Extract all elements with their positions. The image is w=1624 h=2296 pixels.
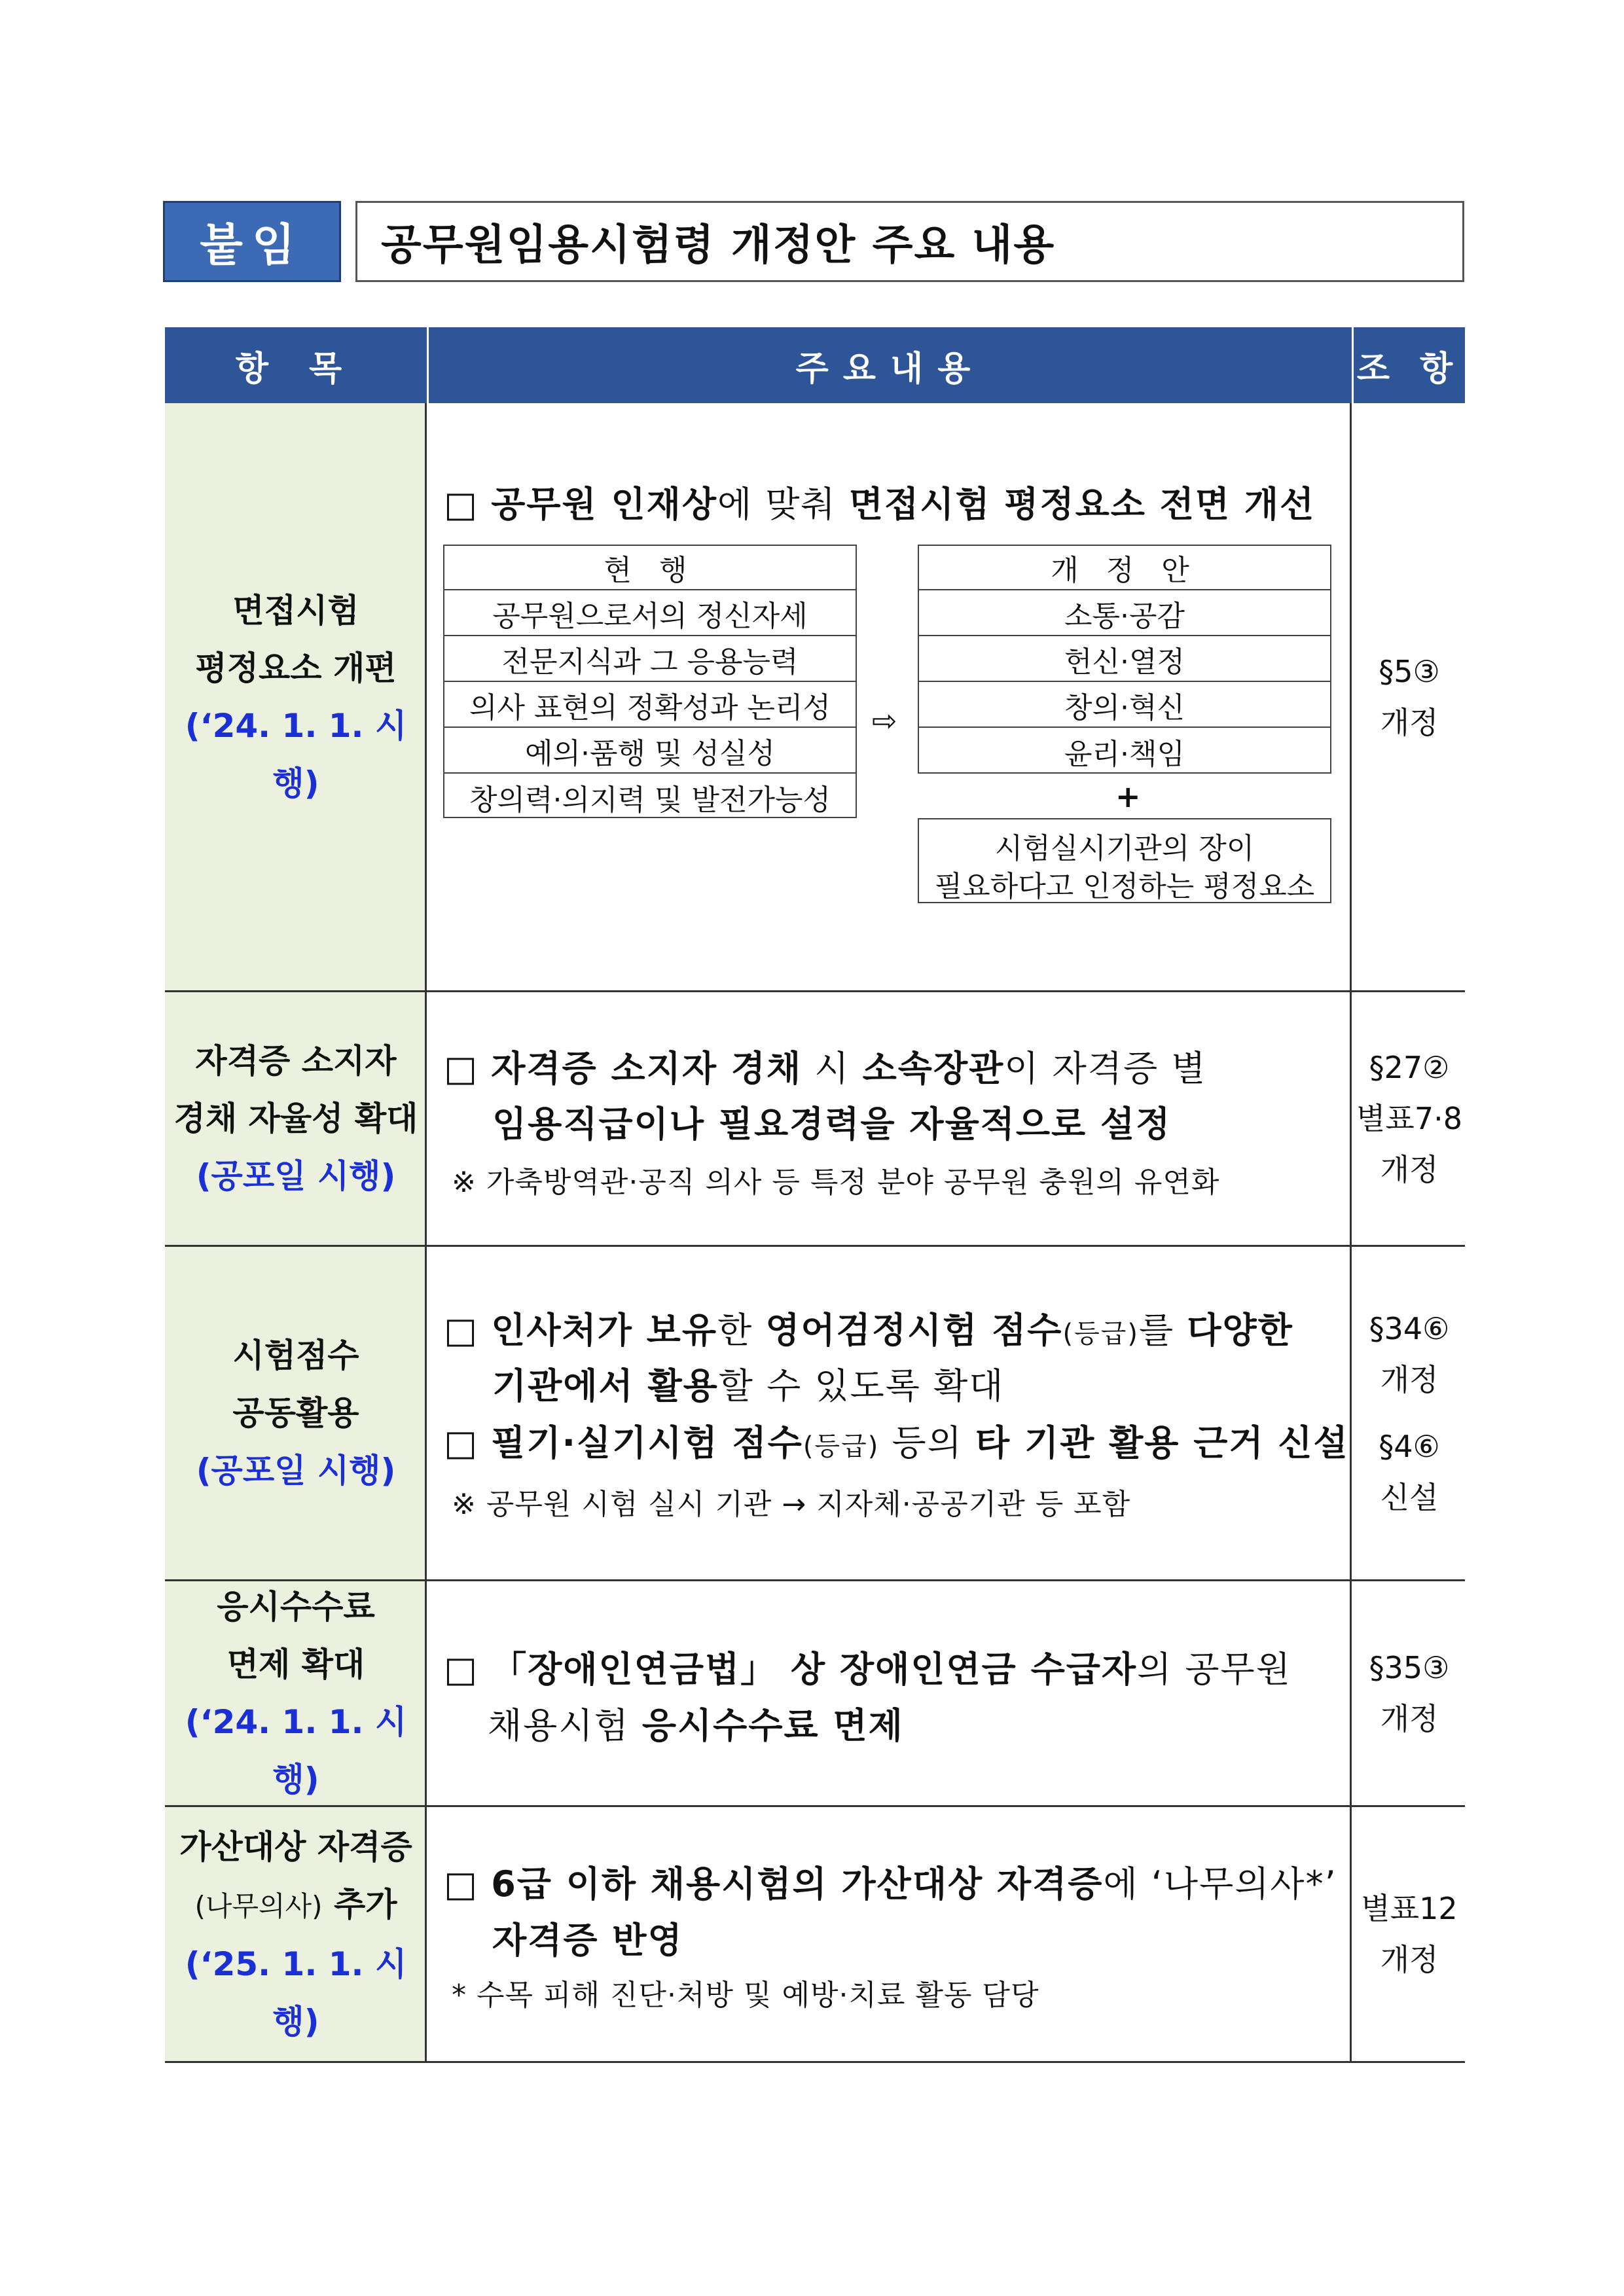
row-3-ref-2: 개정 [1380, 1362, 1439, 1397]
row-5-line-2 [492, 1912, 683, 1963]
row-3-item-line-1: 시험점수 [232, 1336, 359, 1374]
text-segment: 다양한 [1187, 1310, 1293, 1351]
row-3-effective-date: (공포일 시행) [196, 1452, 396, 1490]
row-2-ref-2: 별표7·8 [1356, 1101, 1463, 1136]
row-2-ref-3: 개정 [1380, 1152, 1439, 1187]
comparison-table-cell: 전문지식과 그 응용능력 [444, 637, 856, 682]
text-segment: 필기·실기시험 점수 [491, 1422, 803, 1463]
text-segment: 공무원 인재상 [491, 484, 717, 525]
checkbox-icon: □ [444, 1048, 479, 1089]
row-2-line-1 [444, 1041, 1206, 1091]
text-segment: (등급) [1062, 1319, 1139, 1349]
table-bottom-border [165, 2061, 1465, 2063]
text-segment: 자격증 반영 [492, 1920, 683, 1961]
additional-criteria-box [918, 818, 1331, 903]
checkbox-icon: □ [444, 1310, 479, 1351]
row-4-item-line-2: 면제 확대 [226, 1645, 365, 1683]
row-2-reference-cell [1354, 992, 1465, 1245]
text-segment: 채용시험 [488, 1705, 642, 1746]
row-3-line-3 [444, 1415, 1349, 1465]
row-4-ref-1: §35③ [1369, 1650, 1450, 1685]
row-2-note: ※ 가축방역관·공직 의사 등 특정 분야 공무원 충원의 유연화 [452, 1166, 1220, 1199]
column-divider [1350, 403, 1352, 2063]
row-2-item-line-1: 자격증 소지자 [195, 1042, 397, 1080]
arrow-right-icon: ⇨ [872, 703, 897, 738]
row-3-ref-4: 신설 [1380, 1480, 1439, 1515]
text-segment: 에 맞춰 [717, 484, 849, 525]
row-3-item-line-2: 공동활용 [232, 1394, 359, 1432]
text-segment: (등급) [803, 1431, 880, 1462]
segment-list [491, 1649, 1291, 1690]
checkbox-icon: □ [444, 1422, 479, 1463]
row-4-line-2 [488, 1698, 904, 1748]
row-1-item-cell [165, 403, 427, 990]
row-4-reference-cell [1354, 1581, 1465, 1805]
text-segment: 6급 이하 채용시험의 가산대상 자격증 [491, 1863, 1104, 1905]
row-5-item-cell [165, 1807, 427, 2061]
comparison-table-header: 개 정 안 [919, 546, 1330, 590]
row-5-item-line-2 [194, 1876, 397, 1935]
row-2-item-cell [165, 992, 427, 1245]
row-2-effective-date: (공포일 시행) [196, 1157, 396, 1195]
segment-list [491, 1048, 1206, 1089]
text-segment: 시 [802, 1048, 863, 1089]
segment-list [491, 1310, 1293, 1351]
checkbox-icon: □ [444, 1863, 479, 1905]
row-1-ref-2: 개정 [1380, 704, 1439, 740]
row-4-effective-date: (‘24. 1. 1. 시행) [185, 1703, 407, 1799]
comparison-table-cell: 소통·공감 [919, 592, 1330, 636]
header-divider [427, 327, 429, 403]
row-4-line-1 [444, 1641, 1291, 1692]
row-5-item-suffix: 추가 [333, 1885, 397, 1924]
row-2-ref-1: §27② [1369, 1050, 1450, 1085]
additional-criteria-line-1: 시험실시기관의 장이 [994, 832, 1255, 865]
segment-list [492, 1365, 1004, 1407]
comparison-table-cell: 의사 표현의 정확성과 논리성 [444, 683, 856, 728]
row-5-item-line-1: 가산대상 자격증 [179, 1827, 412, 1866]
checkbox-icon: □ [444, 484, 479, 525]
text-segment: 기관에서 활용 [492, 1365, 719, 1407]
additional-criteria-line-2: 필요하다고 인정하는 평정요소 [934, 870, 1315, 903]
comparison-table-cell: 공무원으로서의 정신자세 [444, 592, 856, 636]
comparison-table-cell: 윤리·책임 [1064, 738, 1185, 771]
row-4-ref-2: 개정 [1380, 1701, 1439, 1736]
column-header-reference: 조 항 [1354, 327, 1465, 403]
row-1-item-line-1: 면접시험 [232, 591, 359, 630]
row-3-note: ※ 공무원 시험 실시 기관 → 지자체·공공기관 등 포함 [452, 1488, 1131, 1521]
row-3-line-2 [492, 1358, 1004, 1408]
segment-list [492, 1920, 683, 1961]
segment-list [491, 1863, 1337, 1905]
text-segment: 타 기관 활용 근거 신설 [975, 1422, 1349, 1463]
segment-list [492, 1103, 1171, 1145]
row-2-item-line-2: 경채 자율성 확대 [173, 1100, 418, 1138]
comparison-table-cell: 헌신·열정 [919, 637, 1330, 682]
row-4-item-line-1: 응시수수료 [217, 1588, 375, 1626]
text-segment: 면접시험 평정요소 전면 개선 [848, 484, 1316, 525]
row-3-item-cell [165, 1247, 427, 1579]
row-3-ref-1: §34⑥ [1369, 1311, 1450, 1346]
plus-icon: + [1115, 779, 1141, 814]
row-3-line-1 [444, 1302, 1293, 1353]
text-segment: 할 수 있도록 확대 [718, 1365, 1005, 1407]
segment-list [491, 1422, 1348, 1463]
proposed-criteria-table [918, 545, 1331, 774]
row-1-reference-cell [1354, 403, 1465, 990]
segment-list [491, 484, 1315, 525]
page-title: 공무원임용시험령 개정안 주요 내용 [355, 201, 1464, 282]
text-segment: 이 자격증 별 [1004, 1048, 1207, 1089]
row-5-line-1 [444, 1856, 1337, 1907]
text-segment: 를 [1138, 1310, 1187, 1351]
segment-list [488, 1705, 904, 1746]
checkbox-icon: □ [444, 1649, 479, 1690]
attachment-badge: 붙임 [163, 201, 341, 282]
text-segment: 에 ‘나무의사*’ [1103, 1863, 1337, 1905]
comparison-table-header: 현 행 [444, 546, 856, 590]
row-1-effective-date: (‘24. 1. 1. 시행) [185, 706, 407, 802]
text-segment: 「장애인연금법」 상 장애인연금 수급자 [491, 1649, 1138, 1690]
text-segment: 한 [717, 1310, 766, 1351]
row-2-line-2 [492, 1096, 1171, 1147]
text-segment: 자격증 소지자 경채 [491, 1048, 803, 1089]
text-segment: 영어검정시험 점수 [765, 1310, 1063, 1351]
text-segment: 의 공무원 [1137, 1649, 1291, 1690]
current-criteria-table [443, 545, 857, 818]
text-segment: 임용직급이나 필요경력을 자율적으로 설정 [492, 1103, 1172, 1145]
column-header-item: 항 목 [165, 327, 427, 403]
row-1-item-line-2: 평정요소 개편 [195, 649, 397, 687]
text-segment: 소속장관 [862, 1048, 1005, 1089]
row-5-note: * 수목 피해 진단·처방 및 예방·치료 활동 담당 [452, 1979, 1039, 2012]
row-1-ref-1: §5③ [1379, 653, 1440, 689]
column-header-content: 주요내용 [429, 327, 1352, 403]
comparison-table-cell: 창의·혁신 [919, 683, 1330, 728]
header-divider [1352, 327, 1354, 403]
comparison-table-cell: 창의력·의지력 및 발전가능성 [469, 783, 831, 817]
text-segment: 인사처가 보유 [491, 1310, 717, 1351]
text-segment: 응시수수료 면제 [641, 1705, 904, 1746]
row-5-reference-cell [1354, 1807, 1465, 2061]
column-divider [425, 403, 427, 2063]
comparison-table-cell: 예의·품행 및 성실성 [444, 729, 856, 774]
row-1-main-text [444, 476, 1315, 527]
row-4-item-cell [165, 1581, 427, 1805]
row-3-ref-3: §4⑥ [1379, 1429, 1440, 1464]
row-5-ref-1: 별표12 [1361, 1891, 1458, 1926]
row-5-effective-date: (‘25. 1. 1. 시행) [185, 1945, 407, 2041]
row-3-reference-cell [1354, 1247, 1465, 1579]
row-5-ref-2: 개정 [1380, 1942, 1439, 1977]
row-5-item-small: (나무의사) [194, 1890, 323, 1922]
text-segment: 등의 [879, 1422, 975, 1463]
